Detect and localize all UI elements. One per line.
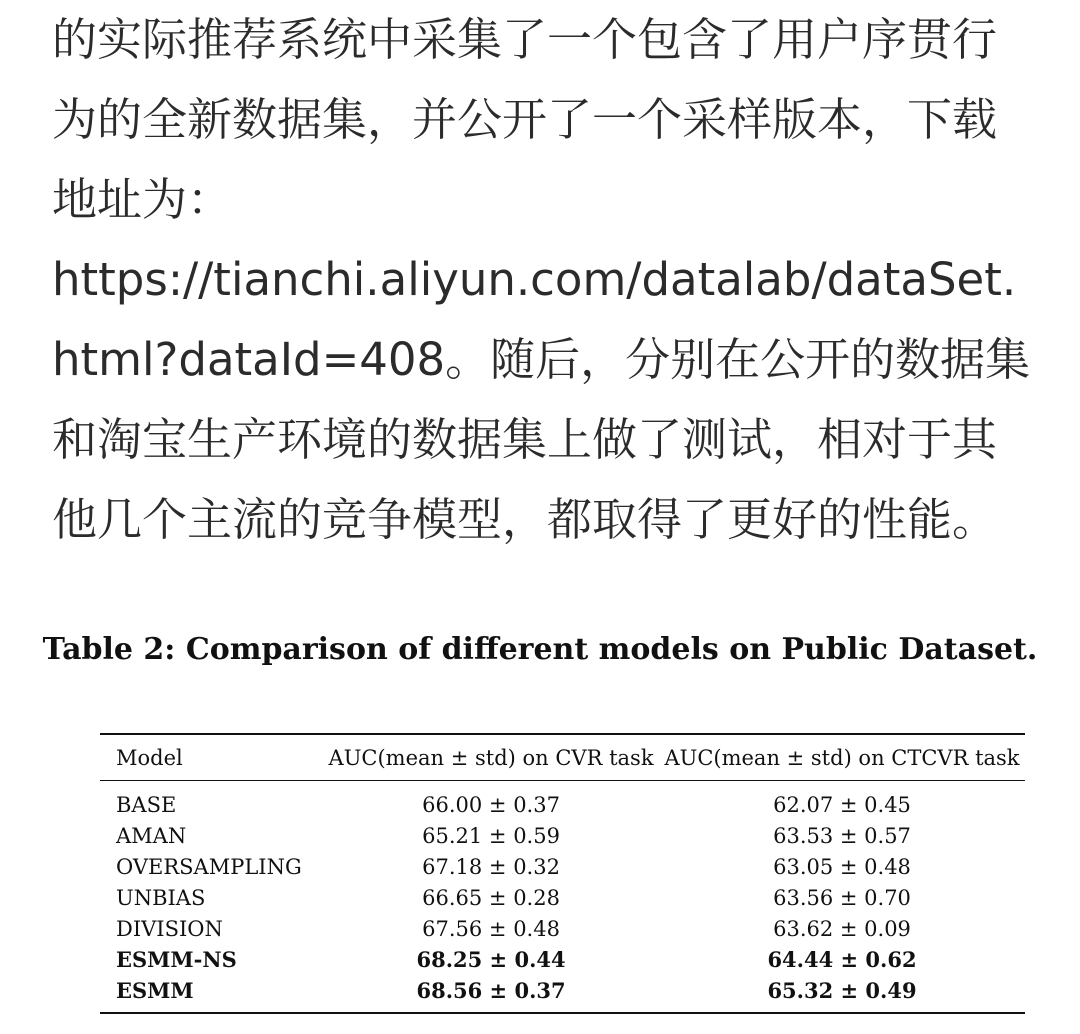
cell-cvr: 67.56 ± 0.48 bbox=[422, 916, 560, 941]
header-ctcvr: AUC(mean ± std) on CTCVR task bbox=[659, 734, 1025, 781]
cell-cvr: 67.18 ± 0.32 bbox=[422, 854, 560, 879]
cell-ctcvr: 63.62 ± 0.09 bbox=[773, 916, 911, 941]
paragraph-line: html?dataId=408。随后，分别在公开的数据集 bbox=[52, 333, 1031, 386]
cell-model: AMAN bbox=[116, 823, 187, 848]
paragraph-line: 他几个主流的竞争模型，都取得了更好的性能。 bbox=[52, 493, 998, 546]
cell-ctcvr: 65.32 ± 0.49 bbox=[767, 978, 917, 1003]
cell-cvr: 65.21 ± 0.59 bbox=[422, 823, 560, 848]
table-caption: Table 2: Comparison of different models on Public Dataset. bbox=[42, 632, 1038, 667]
cell-model: DIVISION bbox=[116, 916, 223, 941]
table-row-best bbox=[100, 975, 1025, 1013]
article-paragraph bbox=[52, 0, 1062, 560]
table-row bbox=[100, 851, 1025, 882]
table-row bbox=[100, 820, 1025, 851]
cell-ctcvr: 62.07 ± 0.45 bbox=[773, 792, 911, 817]
cell-ctcvr: 63.56 ± 0.70 bbox=[773, 885, 911, 910]
cell-cvr: 66.65 ± 0.28 bbox=[422, 885, 560, 910]
paragraph-line: 和淘宝生产环境的数据集上做了测试，相对于其 bbox=[52, 413, 998, 466]
header-model: Model bbox=[100, 734, 323, 781]
cell-model: OVERSAMPLING bbox=[116, 854, 302, 879]
paragraph-line: 为的全新数据集，并公开了一个采样版本，下载 bbox=[52, 93, 998, 146]
table-row bbox=[100, 913, 1025, 944]
results-table bbox=[100, 733, 1025, 1014]
table-row bbox=[100, 882, 1025, 913]
table-row-best bbox=[100, 944, 1025, 975]
cell-cvr: 68.56 ± 0.37 bbox=[416, 978, 566, 1003]
cell-model: UNBIAS bbox=[116, 885, 206, 910]
cell-model: BASE bbox=[116, 792, 177, 817]
table-header-row bbox=[100, 734, 1025, 781]
cell-ctcvr: 63.53 ± 0.57 bbox=[773, 823, 911, 848]
cell-ctcvr: 64.44 ± 0.62 bbox=[767, 947, 917, 972]
cell-cvr: 66.00 ± 0.37 bbox=[422, 792, 560, 817]
cell-ctcvr: 63.05 ± 0.48 bbox=[773, 854, 911, 879]
cell-model: ESMM-NS bbox=[116, 947, 237, 972]
paragraph-line: 地址为： bbox=[52, 173, 233, 226]
header-cvr: AUC(mean ± std) on CVR task bbox=[323, 734, 659, 781]
table-row bbox=[100, 781, 1025, 821]
cell-model: ESMM bbox=[116, 978, 194, 1003]
paragraph-line: 的实际推荐系统中采集了一个包含了用户序贯行 bbox=[52, 13, 998, 66]
paragraph-line-url: https://tianchi.aliyun.com/datalab/dataSet. bbox=[52, 253, 1017, 306]
cell-cvr: 68.25 ± 0.44 bbox=[416, 947, 566, 972]
